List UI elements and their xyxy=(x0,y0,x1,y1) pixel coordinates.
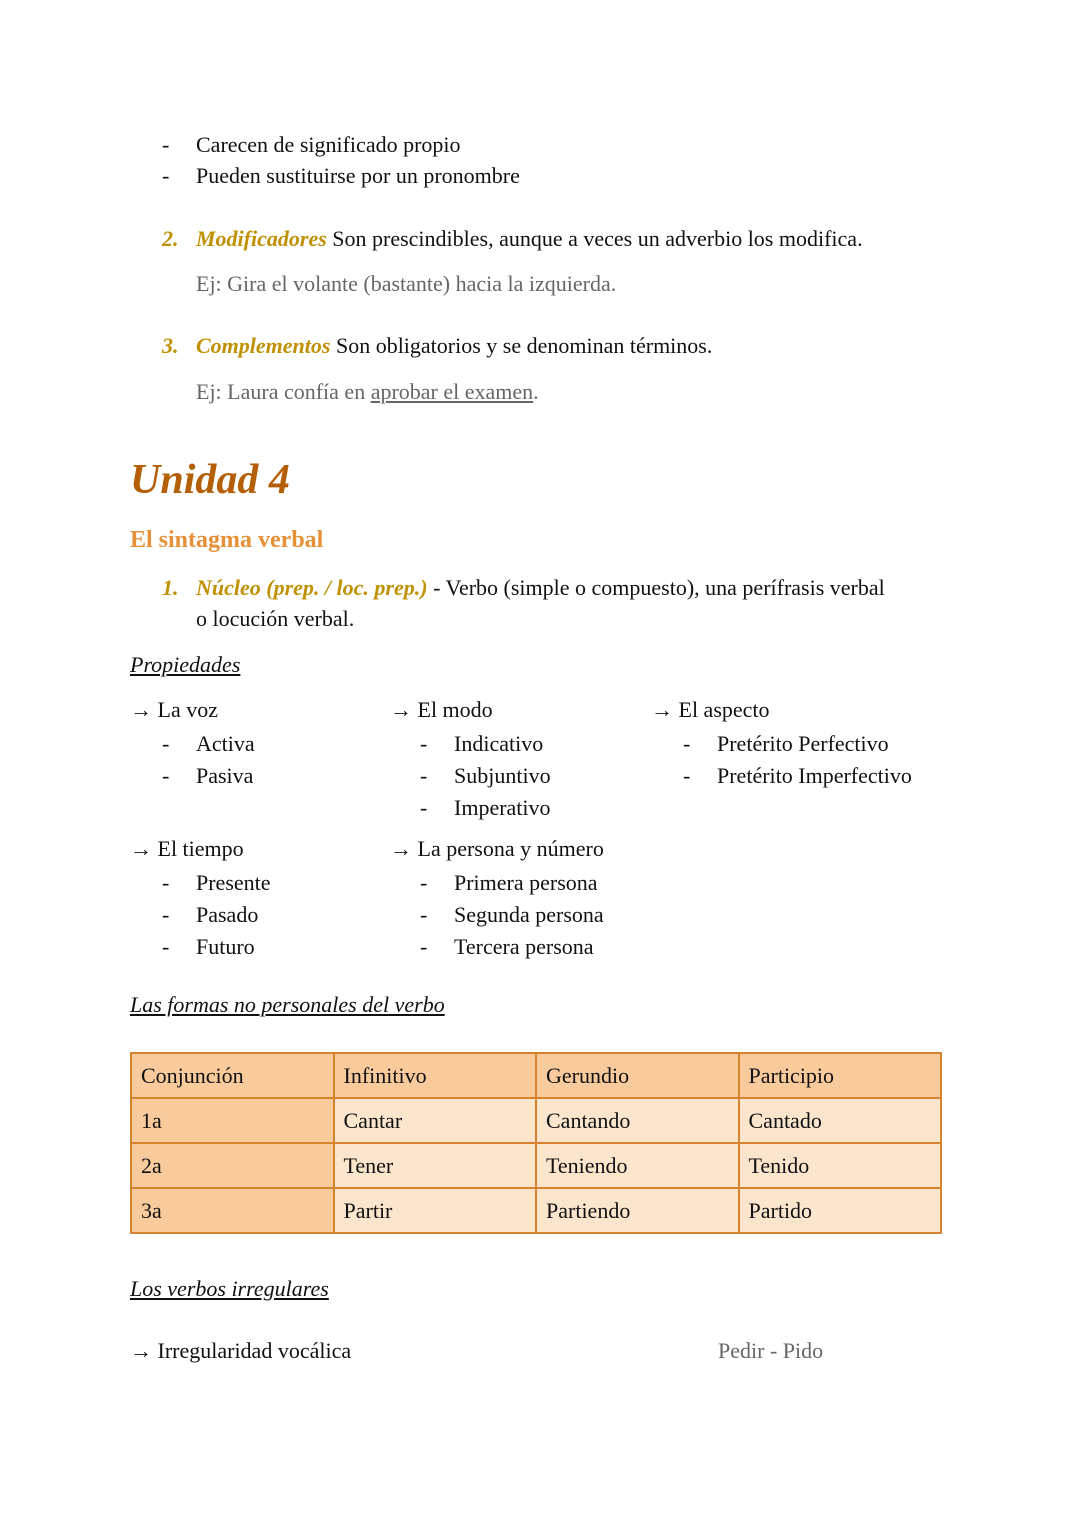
group-tiempo xyxy=(130,836,271,960)
irregularidad-label: → Irregularidad vocálica xyxy=(130,1338,352,1363)
group-title: → El modo xyxy=(390,697,493,722)
group-aspecto xyxy=(651,697,912,789)
bullet-text: Pueden sustituirse por un pronombre xyxy=(196,163,520,188)
group-item-text: Activa xyxy=(196,731,255,756)
item-number: 3. xyxy=(162,333,179,358)
table-cell: 1a xyxy=(131,1098,334,1143)
table-row xyxy=(131,1188,941,1233)
item-term: Complementos xyxy=(196,333,331,358)
bullet-text: Carecen de significado propio xyxy=(196,132,461,157)
table-cell: Cantado xyxy=(739,1098,942,1143)
table-header: Infinitivo xyxy=(334,1053,537,1098)
table-cell: Tener xyxy=(334,1143,537,1188)
item-text: Son prescindibles, aunque a veces un adverbio los modifica. xyxy=(326,226,863,251)
group-item: - Futuro xyxy=(162,934,255,959)
example-text: Ej: Laura confía en xyxy=(196,379,371,404)
group-item-text: Tercera persona xyxy=(454,934,594,959)
group-item: - Pretérito Perfectivo xyxy=(683,731,889,756)
table-cell: Cantar xyxy=(334,1098,537,1143)
bullet: - Pueden sustituirse por un pronombre xyxy=(162,163,520,188)
group-title: → La persona y número xyxy=(390,836,604,861)
example xyxy=(196,271,616,297)
item-term: Núcleo (prep. / loc. prep.) xyxy=(196,575,428,600)
group-item: - Pretérito Imperfectivo xyxy=(683,763,912,788)
group-item-text: Pasiva xyxy=(196,763,254,788)
group-item-text: Pasado xyxy=(196,902,259,927)
table-cell: 3a xyxy=(131,1188,334,1233)
table-cell: Tenido xyxy=(739,1143,942,1188)
group-item-text: Indicativo xyxy=(454,731,544,756)
item-number: 2. xyxy=(162,226,179,251)
example-underlined: aprobar el examen xyxy=(370,379,534,404)
item-text-continued: o locución verbal. xyxy=(196,606,355,631)
item-modificadores xyxy=(162,226,863,252)
group-item: - Imperativo xyxy=(420,795,551,820)
group-item: - Subjuntivo xyxy=(420,763,551,788)
group-voz xyxy=(130,697,255,789)
group-item: - Pasiva xyxy=(162,763,254,788)
group-item-text: Pretérito Perfectivo xyxy=(717,731,889,756)
table-cell: Partiendo xyxy=(536,1188,739,1233)
group-item-text: Futuro xyxy=(196,934,255,959)
group-item-text: Pretérito Imperfectivo xyxy=(717,763,912,788)
item-complementos xyxy=(162,333,712,359)
group-title: → El aspecto xyxy=(651,697,770,722)
group-title: → La voz xyxy=(130,697,218,722)
table-row xyxy=(131,1143,941,1188)
item-nucleo xyxy=(162,575,885,601)
item-text: - Verbo (simple o compuesto), una perífrasis verbal xyxy=(427,575,885,600)
example-text: Ej: Gira el volante (bastante) hacia la izquierda. xyxy=(196,271,617,296)
group-item: - Activa xyxy=(162,731,255,756)
item-number: 1. xyxy=(162,575,179,600)
group-item-text: Segunda persona xyxy=(454,902,604,927)
item-text: Son obligatorios y se denominan términos. xyxy=(330,333,713,358)
group-item: - Segunda persona xyxy=(420,902,604,927)
group-item: - Tercera persona xyxy=(420,934,594,959)
irregularidad-example: Pedir - Pido xyxy=(718,1338,824,1363)
group-item: - Presente xyxy=(162,870,271,895)
table-header: Conjunción xyxy=(131,1053,334,1098)
table-cell: 2a xyxy=(131,1143,334,1188)
irregulares-heading: Los verbos irregulares xyxy=(130,1276,329,1301)
example xyxy=(196,379,539,405)
group-persona xyxy=(390,836,604,960)
group-item: - Primera persona xyxy=(420,870,598,895)
group-modo xyxy=(390,697,551,821)
group-item-text: Primera persona xyxy=(454,870,598,895)
group-item-text: Subjuntivo xyxy=(454,763,551,788)
example-suffix: . xyxy=(533,379,539,404)
table-cell: Partir xyxy=(334,1188,537,1233)
table-row xyxy=(131,1098,941,1143)
table-header-row xyxy=(131,1053,941,1098)
formas-table xyxy=(130,1052,942,1234)
item-term: Modificadores xyxy=(196,226,327,251)
group-title: → El tiempo xyxy=(130,836,244,861)
bullet: - Carecen de significado propio xyxy=(162,132,461,157)
table-cell: Cantando xyxy=(536,1098,739,1143)
section-title: El sintagma verbal xyxy=(130,527,324,553)
group-item-text: Imperativo xyxy=(454,795,551,820)
group-item: - Indicativo xyxy=(420,731,544,756)
table-cell: Teniendo xyxy=(536,1143,739,1188)
group-item: - Pasado xyxy=(162,902,259,927)
unit-title: Unidad 4 xyxy=(130,457,290,503)
table-cell: Partido xyxy=(739,1188,942,1233)
formas-heading: Las formas no personales del verbo xyxy=(130,992,445,1017)
propiedades-heading: Propiedades xyxy=(130,652,241,677)
table-header: Gerundio xyxy=(536,1053,739,1098)
table-header: Participio xyxy=(739,1053,942,1098)
group-item-text: Presente xyxy=(196,870,271,895)
